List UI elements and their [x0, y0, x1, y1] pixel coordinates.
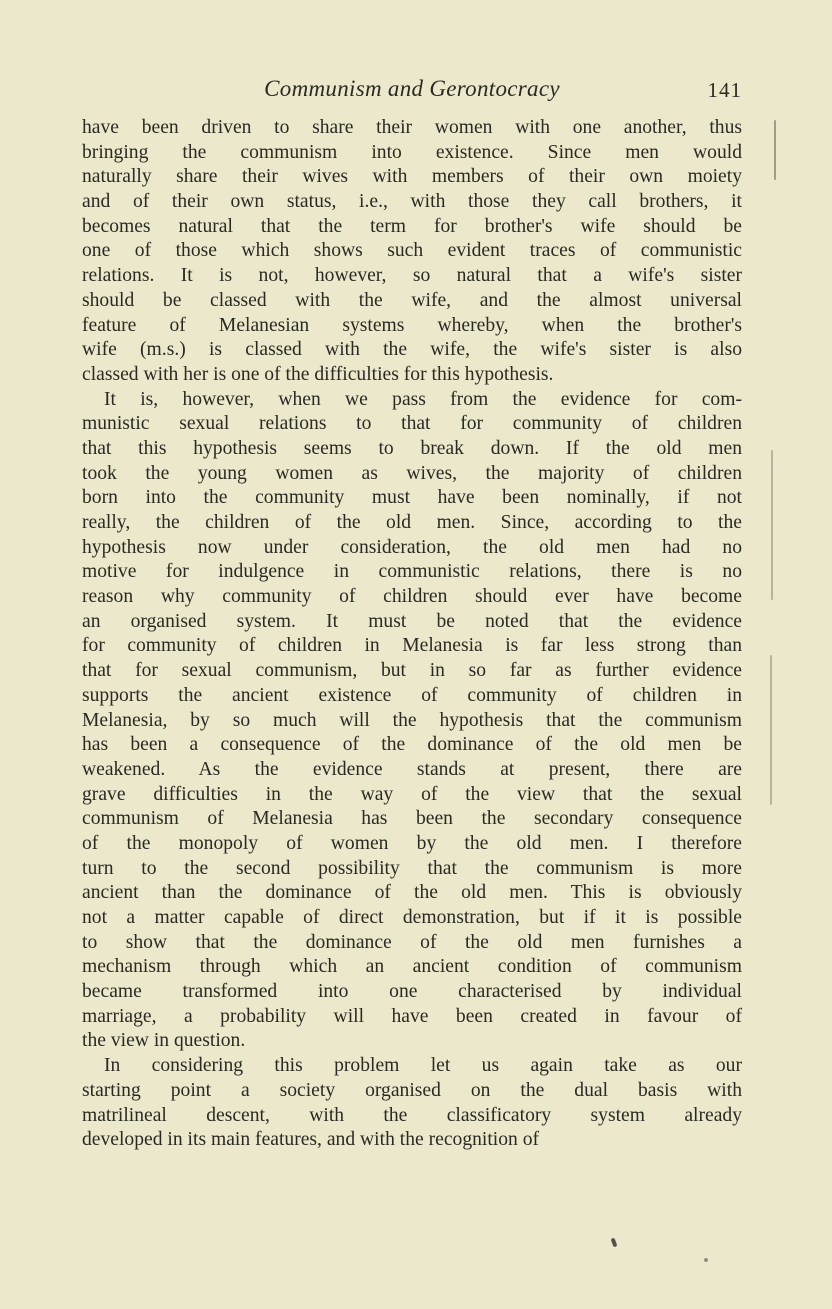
text-line: ancient than the dominance of the old men. This is obviously — [82, 882, 742, 904]
text-line: wife (m.s.) is classed with the wife, the wife's sister is also — [82, 339, 742, 361]
paragraph — [82, 116, 742, 388]
text-line: for community of children in Melanesia is far less strong than — [82, 635, 742, 657]
text-line: and of their own status, i.e., with those they call brothers, it — [82, 191, 742, 213]
text-line: matrilineal descent, with the classificatory system already — [82, 1104, 742, 1126]
text-line: one of those which shows such evident traces of communistic — [82, 240, 742, 262]
page-header — [82, 76, 742, 106]
running-title: Communism and Gerontocracy — [264, 76, 560, 101]
text-line: naturally share their wives with members of their own moiety — [82, 166, 742, 188]
text-line: reason why community of children should ever have become — [82, 586, 742, 608]
text-line: starting point a society organised on the dual basis with — [82, 1079, 742, 1101]
text-line: to show that the dominance of the old men furnishes a — [82, 931, 742, 953]
text-line: becomes natural that the term for brother's wife should be — [82, 215, 742, 237]
text-line: bringing the communism into existence. Since men would — [82, 141, 742, 163]
paragraph — [82, 1054, 742, 1153]
text-line: motive for indulgence in communistic relations, there is no — [82, 561, 742, 583]
text-line: took the young women as wives, the majority of children — [82, 462, 742, 484]
scan-speck — [611, 1238, 618, 1248]
text-line: that for sexual communism, but in so far as further evidence — [82, 660, 742, 682]
text-line: of the monopoly of women by the old men. I therefore — [82, 832, 742, 854]
text-line: has been a consequence of the dominance of the old men be — [82, 734, 742, 756]
text-line: hypothesis now under consideration, the old men had no — [82, 536, 742, 558]
text-line: an organised system. It must be noted that the evidence — [82, 610, 742, 632]
text-line: Melanesia, by so much will the hypothesis that the communism — [82, 709, 742, 731]
scan-speck — [704, 1258, 708, 1262]
text-line: grave difficulties in the way of the view that the sexual — [82, 783, 742, 805]
text-line: developed in its main features, and with the recognition of — [82, 1129, 540, 1151]
text-line: not a matter capable of direct demonstration, but if it is possible — [82, 907, 742, 928]
text-line: marriage, a probability will have been created in favour of — [82, 1005, 742, 1027]
scan-margin-mark — [771, 450, 773, 600]
paragraph — [82, 388, 742, 1055]
text-line: the view in question. — [82, 1030, 246, 1052]
text-line: communism of Melanesia has been the secondary consequence — [82, 808, 742, 830]
page-body — [82, 116, 742, 1153]
text-line: have been driven to share their women with one another, thus — [82, 117, 742, 138]
text-line: became transformed into one characterised by individual — [82, 981, 742, 1003]
page-number: 141 — [707, 78, 742, 102]
text-line: weakened. As the evidence stands at present, there are — [82, 758, 742, 780]
scan-margin-mark — [774, 120, 776, 180]
text-line: In considering this problem let us again take as our — [104, 1055, 742, 1077]
text-line: really, the children of the old men. Since, according to the — [82, 512, 742, 533]
text-line: classed with her is one of the difficulties for this hypothesis. — [82, 363, 554, 385]
text-line: feature of Melanesian systems whereby, when the brother's — [82, 314, 742, 336]
text-line: supports the ancient existence of community of children in — [82, 684, 742, 706]
text-line: should be classed with the wife, and the almost universal — [82, 289, 742, 311]
scan-margin-mark — [770, 655, 772, 805]
text-line: It is, however, when we pass from the evidence for com- — [104, 388, 742, 410]
text-line: that this hypothesis seems to break down. If the old men — [82, 437, 742, 459]
text-line: munistic sexual relations to that for community of children — [82, 413, 742, 435]
text-line: born into the community must have been nominally, if not — [82, 487, 742, 509]
text-line: mechanism through which an ancient condition of communism — [82, 956, 742, 978]
text-line: turn to the second possibility that the communism is more — [82, 857, 742, 879]
text-line: relations. It is not, however, so natural that a wife's sister — [82, 265, 742, 287]
